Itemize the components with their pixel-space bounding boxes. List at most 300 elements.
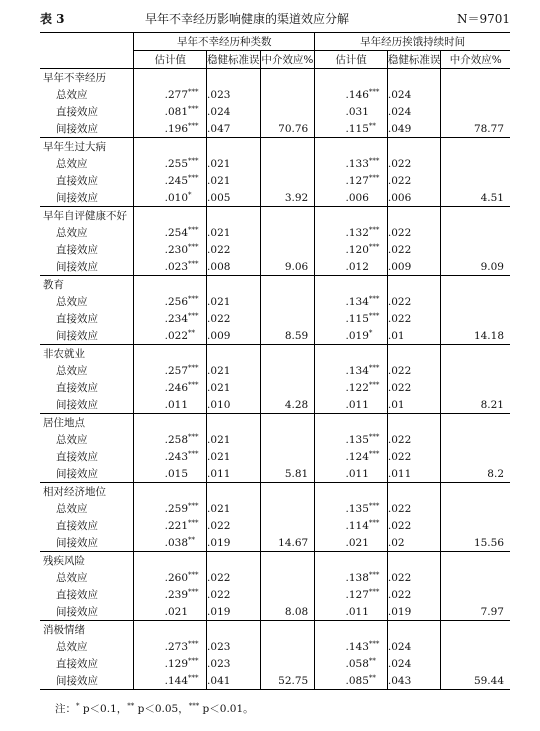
sig-marker: **	[188, 536, 196, 544]
robust-se-cell-1: .022	[207, 241, 261, 258]
sig-marker: *	[188, 191, 192, 199]
effect-label: 直接效应	[56, 175, 98, 187]
estimate-cell-2	[315, 379, 388, 396]
mediation-pct-cell-2	[441, 569, 510, 586]
robust-se-cell-1: .024	[207, 103, 261, 120]
robust-se-cell-2: .022	[387, 500, 441, 517]
sig-marker: **	[368, 674, 376, 682]
sig-marker: ***	[368, 588, 380, 596]
estimate-value: .115	[345, 123, 369, 135]
empty-cell	[387, 207, 441, 225]
empty-cell	[315, 621, 388, 639]
table-row	[40, 189, 510, 207]
effect-label: 间接效应	[56, 537, 98, 549]
estimate-value: .133	[345, 158, 369, 170]
mediation-pct-cell-1: 5.81	[260, 465, 315, 483]
estimate-cell-2	[315, 293, 388, 310]
estimate-cell-2	[315, 517, 388, 534]
effect-label: 总效应	[56, 227, 88, 239]
sig-marker: ***	[368, 519, 380, 527]
empty-cell	[441, 69, 510, 87]
sig-marker: ***	[368, 571, 380, 579]
empty-cell	[134, 276, 207, 294]
sig-marker: ***	[188, 364, 199, 372]
effect-label: 间接效应	[56, 468, 98, 480]
mediation-pct-cell-2	[441, 103, 510, 120]
estimate-cell-1	[134, 293, 207, 310]
estimate-value: .245	[164, 175, 189, 187]
mediation-pct-cell-1: 8.59	[260, 327, 315, 345]
group-header-row	[40, 483, 510, 501]
group-header-row	[40, 138, 510, 156]
sig-marker: **	[368, 122, 376, 130]
sig-marker: ***	[188, 571, 199, 579]
sig-marker: ***	[368, 88, 380, 96]
robust-se-cell-1: .021	[207, 362, 261, 379]
effect-label: 间接效应	[56, 330, 98, 342]
robust-se-cell-2: .024	[387, 655, 441, 672]
table-row	[40, 310, 510, 327]
estimate-value: .255	[164, 158, 189, 170]
group-header-row	[40, 207, 510, 225]
estimate-cell-2	[315, 310, 388, 327]
effect-label: 总效应	[56, 89, 88, 101]
estimate-value: .143	[345, 641, 369, 653]
group-label: 相对经济地位	[40, 483, 134, 501]
effect-label: 间接效应	[56, 192, 98, 204]
table-row	[40, 655, 510, 672]
table-row	[40, 448, 510, 465]
sig-marker: ***	[368, 381, 380, 389]
table-row	[40, 224, 510, 241]
estimate-cell-1	[134, 258, 207, 276]
robust-se-cell-2: .043	[387, 672, 441, 690]
robust-se-cell-1: .022	[207, 569, 261, 586]
table-row	[40, 465, 510, 483]
robust-se-cell-2: .011	[387, 465, 441, 483]
table-row	[40, 379, 510, 396]
robust-se-cell-2: .006	[387, 189, 441, 207]
estimate-value: .256	[164, 296, 189, 308]
mediation-pct-cell-1	[260, 517, 315, 534]
sig-marker: *	[368, 329, 373, 337]
group-header-row	[40, 552, 510, 570]
sig-marker: **	[188, 329, 196, 337]
sig-marker: ***	[188, 433, 199, 441]
effect-label: 间接效应	[40, 672, 134, 690]
robust-se-cell-1: .010	[207, 396, 261, 414]
estimate-value: .259	[164, 503, 189, 515]
sig-marker: ***	[188, 674, 199, 682]
sig-marker: ***	[188, 88, 199, 96]
estimate-cell-2	[315, 603, 388, 621]
table-row	[40, 431, 510, 448]
sig-marker: ***	[368, 226, 380, 234]
group-label: 教育	[40, 276, 134, 294]
effect-label: 直接效应	[56, 382, 98, 394]
estimate-value: .012	[345, 260, 369, 273]
estimate-value: .058	[345, 658, 369, 670]
estimate-value: .135	[345, 434, 369, 446]
table-row	[40, 327, 510, 345]
header-estimate-1: 估计值	[134, 51, 207, 69]
mediation-pct-cell-2	[441, 155, 510, 172]
mediation-pct-cell-1	[260, 172, 315, 189]
estimate-value: .011	[345, 605, 369, 618]
estimate-cell-2	[315, 103, 388, 120]
estimate-cell-2	[315, 258, 388, 276]
estimate-cell-1	[134, 241, 207, 258]
estimate-value: .006	[345, 191, 369, 204]
empty-cell	[260, 276, 315, 294]
group-header-row	[40, 621, 510, 639]
estimate-value: .146	[345, 89, 369, 101]
estimate-cell-2	[315, 431, 388, 448]
mediation-pct-cell-2: 14.18	[441, 327, 510, 345]
sig-marker: ***	[368, 640, 380, 648]
estimate-value: .011	[345, 467, 369, 480]
sig-marker: ***	[368, 364, 380, 372]
effect-label: 总效应	[56, 296, 88, 308]
header-se-1: 稳健标准误	[207, 51, 261, 69]
estimate-value: .260	[164, 572, 189, 584]
robust-se-cell-1: .023	[207, 655, 261, 672]
empty-cell	[387, 69, 441, 87]
estimate-cell-1	[134, 86, 207, 103]
mediation-pct-cell-2	[441, 362, 510, 379]
footnote-prefix: 注：	[55, 703, 76, 715]
group-label: 早年生过大病	[40, 138, 134, 156]
mediation-pct-cell-2: 78.77	[441, 120, 510, 138]
robust-se-cell-2: .024	[387, 86, 441, 103]
robust-se-cell-1: .021	[207, 172, 261, 189]
mediation-pct-cell-2	[441, 638, 510, 655]
mediation-pct-cell-2	[441, 448, 510, 465]
estimate-value: .239	[164, 589, 189, 601]
estimate-cell-2	[315, 534, 388, 552]
estimate-value: .234	[164, 313, 189, 325]
mediation-pct-cell-1	[260, 638, 315, 655]
estimate-value: .010	[164, 192, 189, 204]
mediation-pct-cell-1	[260, 241, 315, 258]
estimate-value: .085	[345, 675, 369, 687]
sig-marker: ***	[368, 502, 380, 510]
table-row	[40, 534, 510, 552]
estimate-cell-2	[315, 638, 388, 655]
estimate-value: .127	[345, 589, 369, 601]
empty-cell	[207, 621, 261, 639]
group-label: 早年自评健康不好	[40, 207, 134, 225]
empty-cell	[315, 414, 388, 432]
header-row-columns	[40, 51, 510, 69]
effect-label: 直接效应	[56, 520, 98, 532]
robust-se-cell-1: .021	[207, 379, 261, 396]
sig-marker: ***	[368, 243, 380, 251]
empty-cell	[315, 138, 388, 156]
empty-cell	[315, 207, 388, 225]
mediation-pct-cell-2	[441, 431, 510, 448]
effect-label: 总效应	[56, 572, 88, 584]
table-row	[40, 517, 510, 534]
sig-marker: ***	[188, 243, 199, 251]
empty-cell	[441, 276, 510, 294]
table-row	[40, 569, 510, 586]
table-row	[40, 638, 510, 655]
mediation-pct-cell-2: 4.51	[441, 189, 510, 207]
estimate-cell-1	[134, 431, 207, 448]
robust-se-cell-1: .021	[207, 293, 261, 310]
empty-cell	[207, 207, 261, 225]
footnote-p1: p＜0.1，	[79, 703, 128, 715]
empty-cell	[207, 138, 261, 156]
footnote	[55, 701, 254, 716]
robust-se-cell-1: .041	[207, 672, 261, 690]
estimate-cell-2	[315, 241, 388, 258]
mediation-pct-cell-2	[441, 655, 510, 672]
effect-label: 直接效应	[56, 106, 98, 118]
empty-cell	[315, 483, 388, 501]
effect-label: 间接效应	[56, 123, 98, 135]
estimate-cell-2	[315, 448, 388, 465]
mediation-pct-cell-2	[441, 86, 510, 103]
estimate-value: .021	[164, 605, 189, 618]
empty-cell	[260, 414, 315, 432]
estimate-cell-1	[134, 672, 207, 690]
sample-size: N＝9701	[456, 12, 510, 26]
table-row	[40, 86, 510, 103]
empty-cell	[260, 621, 315, 639]
empty-cell	[134, 414, 207, 432]
robust-se-cell-1: .022	[207, 517, 261, 534]
robust-se-cell-2: .01	[387, 396, 441, 414]
estimate-value: .230	[164, 244, 189, 256]
mediation-pct-cell-2	[441, 379, 510, 396]
sig-marker: ***	[188, 588, 199, 596]
sig-marker: ***	[368, 157, 380, 165]
footnote-p2: p＜0.05，	[134, 703, 189, 715]
robust-se-cell-1: .047	[207, 120, 261, 138]
empty-cell	[441, 414, 510, 432]
empty-cell	[387, 483, 441, 501]
effect-label: 总效应	[56, 503, 88, 515]
robust-se-cell-2: .022	[387, 586, 441, 603]
estimate-value: .134	[345, 296, 369, 308]
empty-cell	[315, 345, 388, 363]
table-title	[40, 10, 510, 28]
robust-se-cell-2: .022	[387, 155, 441, 172]
sig-marker: ***	[188, 657, 199, 665]
estimate-cell-2	[315, 327, 388, 345]
header-estimate-2: 估计值	[315, 51, 388, 69]
robust-se-cell-1: .021	[207, 431, 261, 448]
empty-cell	[387, 552, 441, 570]
estimate-value: .031	[345, 105, 369, 118]
sig-marker: ***	[188, 157, 199, 165]
empty-cell	[315, 69, 388, 87]
estimate-cell-2	[315, 586, 388, 603]
robust-se-cell-2: .022	[387, 293, 441, 310]
estimate-value: .135	[345, 503, 369, 515]
table-row	[40, 103, 510, 120]
estimate-cell-1	[134, 465, 207, 483]
empty-cell	[441, 621, 510, 639]
mediation-pct-cell-1	[260, 86, 315, 103]
robust-se-cell-1: .019	[207, 603, 261, 621]
sig-marker: **	[127, 702, 135, 710]
header-se-2: 稳健标准误	[387, 51, 441, 69]
group-label: 残疾风险	[40, 552, 134, 570]
estimate-value: .196	[164, 123, 189, 135]
robust-se-cell-2: .022	[387, 241, 441, 258]
estimate-value: .138	[345, 572, 369, 584]
mediation-pct-cell-1: 3.92	[260, 189, 315, 207]
sig-marker: ***	[188, 450, 199, 458]
mediation-pct-cell-1: 14.67	[260, 534, 315, 552]
robust-se-cell-2: .019	[387, 603, 441, 621]
mediation-pct-cell-2	[441, 586, 510, 603]
effect-label: 间接效应	[56, 261, 98, 273]
empty-cell	[441, 345, 510, 363]
robust-se-cell-2: .022	[387, 517, 441, 534]
mediation-pct-cell-2: 8.21	[441, 396, 510, 414]
estimate-cell-2	[315, 172, 388, 189]
table-number: 表 3	[40, 12, 65, 26]
estimate-value: .115	[345, 313, 369, 325]
sig-marker: ***	[188, 260, 199, 268]
sig-marker: *	[76, 702, 80, 710]
empty-cell	[207, 414, 261, 432]
estimate-value: .120	[345, 244, 369, 256]
estimate-cell-2	[315, 189, 388, 207]
mediation-pct-cell-2: 15.56	[441, 534, 510, 552]
sig-marker: ***	[188, 519, 199, 527]
robust-se-cell-1: .019	[207, 534, 261, 552]
table-row	[40, 120, 510, 138]
empty-cell	[387, 276, 441, 294]
estimate-cell-1	[134, 396, 207, 414]
table-row	[40, 362, 510, 379]
mediation-pct-cell-1: 9.06	[260, 258, 315, 276]
group-header-row	[40, 345, 510, 363]
empty-cell	[134, 345, 207, 363]
robust-se-cell-1: .021	[207, 500, 261, 517]
robust-se-cell-2: .022	[387, 172, 441, 189]
mediation-pct-cell-1	[260, 586, 315, 603]
estimate-cell-2	[315, 465, 388, 483]
mediation-pct-cell-2: 9.09	[441, 258, 510, 276]
robust-se-cell-1: .022	[207, 586, 261, 603]
sig-marker: ***	[188, 295, 199, 303]
estimate-cell-1	[134, 327, 207, 345]
robust-se-cell-1: .021	[207, 448, 261, 465]
estimate-value: .144	[164, 675, 189, 687]
effect-label: 间接效应	[56, 606, 98, 618]
empty-cell	[260, 552, 315, 570]
robust-se-cell-1: .011	[207, 465, 261, 483]
mediation-pct-cell-2	[441, 224, 510, 241]
empty-cell	[134, 483, 207, 501]
sig-marker: ***	[188, 702, 200, 710]
robust-se-cell-1: .021	[207, 224, 261, 241]
empty-cell	[260, 483, 315, 501]
estimate-value: .038	[164, 537, 189, 549]
robust-se-cell-2: .022	[387, 431, 441, 448]
estimate-value: .081	[164, 106, 189, 118]
effect-label: 直接效应	[56, 244, 98, 256]
estimate-cell-2	[315, 155, 388, 172]
mediation-pct-cell-1: 70.76	[260, 120, 315, 138]
effect-label: 总效应	[56, 641, 88, 653]
estimate-value: .114	[345, 520, 369, 532]
estimate-cell-2	[315, 86, 388, 103]
mediation-table	[40, 32, 510, 690]
header-pct-1: 中介效应%	[260, 51, 315, 69]
mediation-pct-cell-1	[260, 379, 315, 396]
estimate-value: .273	[164, 641, 189, 653]
empty-cell	[387, 414, 441, 432]
empty-cell	[134, 69, 207, 87]
empty-cell	[387, 621, 441, 639]
header-group-adversity-count: 早年不幸经历种类数	[134, 33, 315, 51]
sig-marker: ***	[368, 174, 380, 182]
estimate-value: .254	[164, 227, 189, 239]
effect-label: 直接效应	[56, 658, 98, 670]
mediation-pct-cell-1	[260, 155, 315, 172]
estimate-value: .129	[164, 658, 189, 670]
mediation-pct-cell-1	[260, 103, 315, 120]
mediation-pct-cell-2	[441, 241, 510, 258]
robust-se-cell-1: .023	[207, 86, 261, 103]
effect-label: 直接效应	[56, 451, 98, 463]
empty-cell	[260, 138, 315, 156]
table-row	[40, 603, 510, 621]
estimate-value: .132	[345, 227, 369, 239]
table-row	[40, 258, 510, 276]
empty-cell	[207, 69, 261, 87]
estimate-value: .258	[164, 434, 189, 446]
group-header-row	[40, 69, 510, 87]
empty-cell	[207, 552, 261, 570]
mediation-pct-cell-1: 52.75	[260, 672, 315, 690]
sig-marker: ***	[188, 174, 199, 182]
empty-cell	[441, 207, 510, 225]
robust-se-cell-2: .009	[387, 258, 441, 276]
estimate-cell-1	[134, 569, 207, 586]
estimate-cell-1	[134, 224, 207, 241]
table-row	[40, 293, 510, 310]
estimate-cell-2	[315, 224, 388, 241]
estimate-value: .124	[345, 451, 369, 463]
table-caption: 早年不幸经历影响健康的渠道效应分解	[145, 12, 350, 26]
empty-cell	[207, 345, 261, 363]
estimate-cell-1	[134, 155, 207, 172]
robust-se-cell-2: .01	[387, 327, 441, 345]
empty-cell	[315, 276, 388, 294]
mediation-pct-cell-2	[441, 310, 510, 327]
estimate-value: .221	[164, 520, 189, 532]
mediation-pct-cell-2	[441, 517, 510, 534]
mediation-pct-cell-1	[260, 448, 315, 465]
table-row	[40, 586, 510, 603]
mediation-pct-cell-1	[260, 293, 315, 310]
robust-se-cell-2: .024	[387, 638, 441, 655]
robust-se-cell-2: .022	[387, 448, 441, 465]
sig-marker: ***	[188, 640, 199, 648]
mediation-pct-cell-2: 7.97	[441, 603, 510, 621]
estimate-value: .243	[164, 451, 189, 463]
table-row	[40, 172, 510, 189]
robust-se-cell-2: .02	[387, 534, 441, 552]
